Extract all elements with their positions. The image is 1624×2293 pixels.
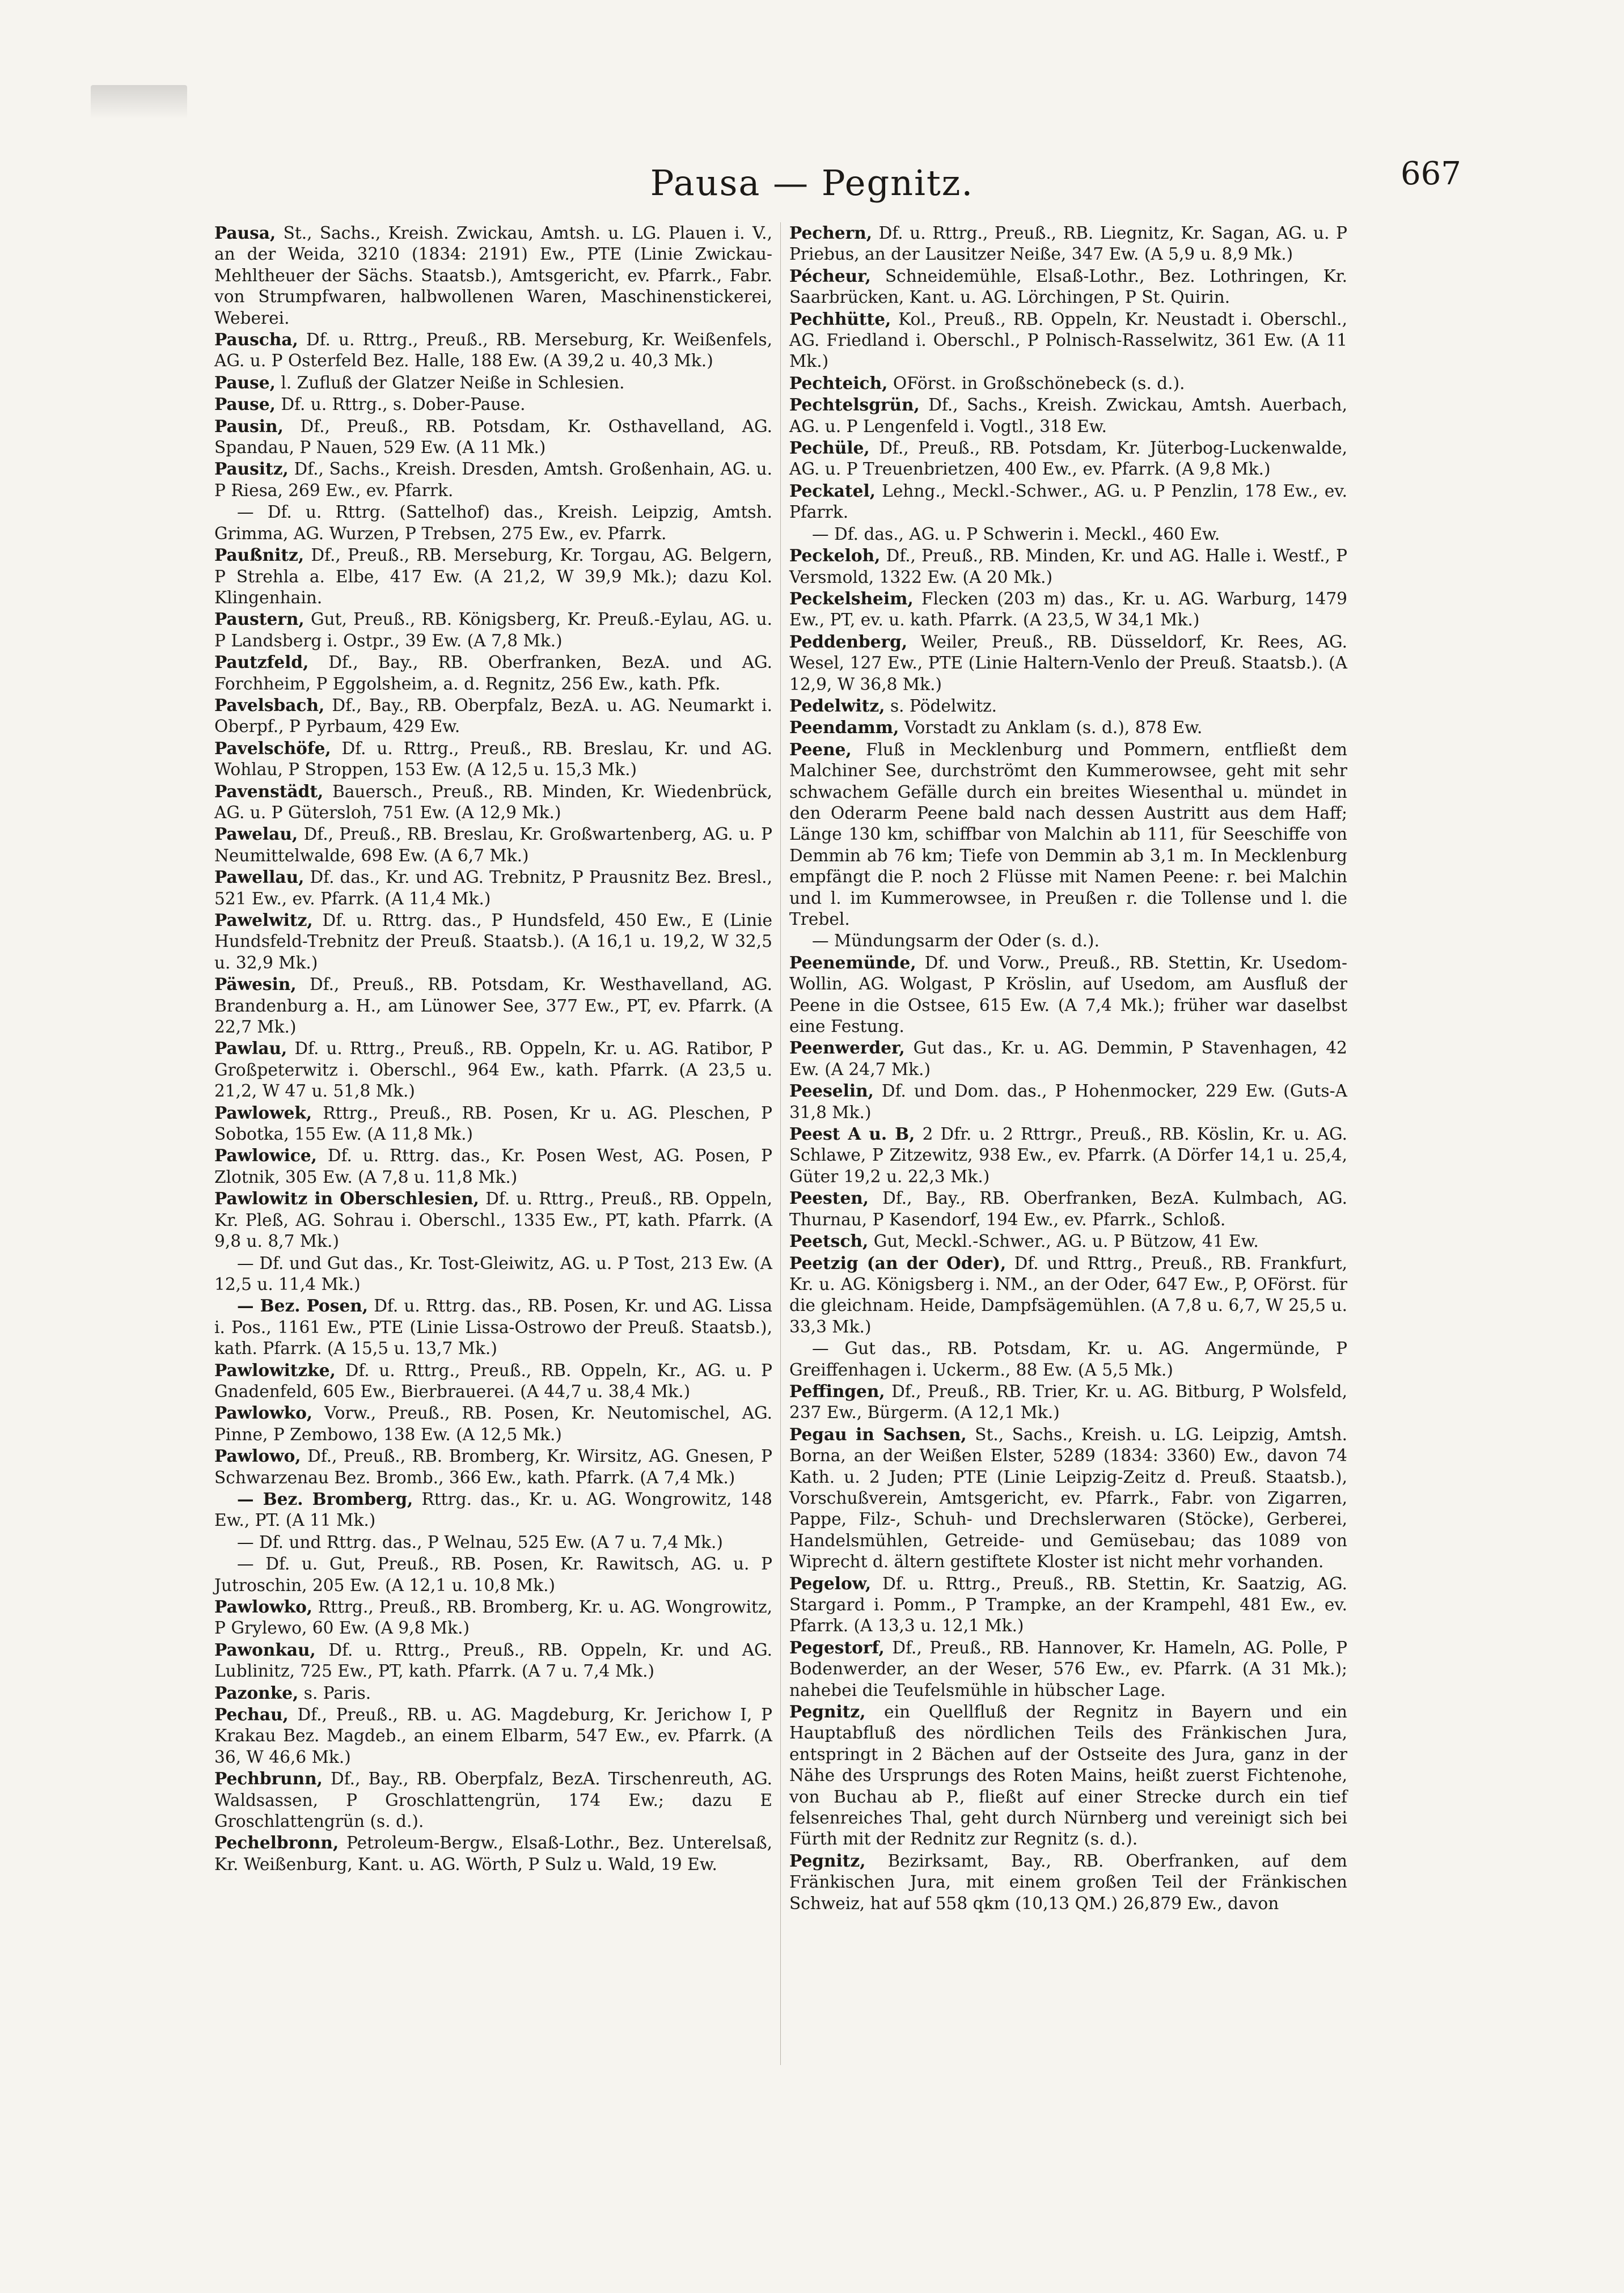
entry-text: Gut, Meckl.-Schwer., AG. u. P Bützow, 41 Ew. (868, 1232, 1259, 1251)
entry-headword: Pegau in Sachsen, (789, 1424, 967, 1444)
entry-text: Df. und Vorw., Preuß., RB. Stettin, Kr. Usedom-Wollin, AG. Wolgast, P Kröslin, auf Usedom, am Ausfluß der Peene in die Ostsee, 615 Ew. (A 7,4 Mk.); früher war daselbst eine Festung. (789, 953, 1347, 1036)
dictionary-entry (214, 866, 772, 909)
dictionary-entry (789, 1701, 1347, 1850)
entry-headword: Peenemünde, (789, 952, 916, 972)
entry-text: Weiler, Preuß., RB. Düsseldorf, Kr. Rees, AG. Wesel, 127 Ew., PTE (Linie Haltern-Venlo der Preuß. Staatsb.). (A 12,9, W 36,8 Mk.) (789, 632, 1347, 694)
entry-text: Df. u. Rttrg., Preuß., RB. Liegnitz, Kr. Sagan, AG. u. P Priebus, an der Lausitzer Neiße, 347 Ew. (A 5,9 u. 8,9 Mk.) (789, 223, 1347, 264)
dictionary-entry (214, 1639, 772, 1682)
entry-text: Rttrg. das., Kr. u. AG. Wongrowitz, 148 Ew., PT. (A 11 Mk.) (214, 1489, 772, 1530)
dictionary-entry (214, 974, 772, 1038)
dictionary-entry (789, 930, 1347, 951)
entry-headword: Pawlowice, (214, 1145, 317, 1166)
entry-text: — Df. u. Rttrg. (Sattelhof) das., Kreish. Leipzig, Amtsh. Grimma, AG. Wurzen, P Trebsen, 275 Ew., ev. Pfarrk. (214, 502, 772, 543)
entry-text: Df. und Rttrg., Preuß., RB. Frankfurt, Kr. u. AG. Königsberg i. NM., an der Oder, 647 Ew., P, OFörst. für die gleichnam. Heide, Dampfsägemühlen. (A 7,8 u. 6,7, W 25,5 u. 33,3 Mk.) (789, 1253, 1347, 1336)
entry-text: Df. u. Rttrg., Preuß., RB. Oppeln, Kr. und AG. Lublinitz, 725 Ew., PT, kath. Pfarrk. (A 7 u. 7,4 Mk.) (214, 1640, 772, 1681)
entry-headword: Pechern, (789, 223, 873, 243)
entry-headword: Pécheur, (789, 265, 871, 286)
dictionary-entry (214, 1832, 772, 1875)
dictionary-entry (214, 222, 772, 329)
dictionary-entry (214, 1038, 772, 1102)
dictionary-entry (789, 1850, 1347, 1914)
dictionary-entry (214, 458, 772, 501)
entry-text: ein Quellfluß der Regnitz in Bayern und ein Hauptabfluß des nördlichen Teils des Fränkischen Jura, entspringt in 2 Bächen auf der Ostseite des Jura, ganz in der Nähe des Ursprungs des Roten Mains, heißt zuerst Fichtenohe, von Buchau ab P., fließt auf einer Strecke durch ein tief felsenreiches Thal, geht durch Nürnberg und vereinigt sich bei Fürth mit der Rednitz zur Regnitz (s. d.). (789, 1702, 1347, 1849)
dictionary-entry (214, 1553, 772, 1596)
entry-text: Df., Bay., RB. Oberfranken, BezA. und AG. Forchheim, P Eggolsheim, a. d. Regnitz, 256 Ew., kath. Pfk. (214, 653, 772, 693)
entry-headword: Pegestorf, (789, 1637, 885, 1657)
dictionary-entry (789, 1123, 1347, 1187)
entry-headword: Pedelwitz, (789, 695, 885, 716)
entry-headword: Pegnitz, (789, 1850, 866, 1871)
dictionary-entry (214, 1188, 772, 1252)
entry-text: Df., Preuß., RB. Potsdam, Kr. Jüterbog-Luckenwalde, AG. u. P Treuenbrietzen, 400 Ew., ev. Pfarrk. (A 9,8 Mk.) (789, 438, 1347, 479)
entry-text: — Mündungsarm der Oder (s. d.). (812, 931, 1100, 951)
entry-text: Fluß in Mecklenburg und Pommern, entfließt dem Malchiner See, durchströmt den Kummerowsee, geht mit sehr schwachem Gefälle durch ein breites Wiesenthal u. mündet in den Oderarm Peene bald nach dessen Austritt aus dem Haff; Länge 130 km, schiffbar von Malchin ab 111, für Seeschiffe von Demmin ab 76 km; Tiefe von Demmin ab 3,1 m. In Mecklenburg empfängt die P. noch 2 Flüsse mit Namen Peene: r. bei Malchin und l. im Kummerowsee, in Preußen r. die Tollense und l. die Trebel. (789, 739, 1347, 929)
left-column (214, 222, 772, 1875)
dictionary-entry (214, 1488, 772, 1532)
entry-headword: Pawelau, (214, 824, 298, 844)
entry-headword: Päwesin, (214, 974, 297, 995)
entry-text: Df., Preuß., RB. Minden, Kr. und AG. Halle i. Westf., P Versmold, 1322 Ew. (A 20 Mk.) (789, 546, 1347, 587)
column-divider (780, 222, 781, 2065)
entry-headword: Pechelbronn, (214, 1833, 339, 1853)
entry-text: — Df. u. Gut, Preuß., RB. Posen, Kr. Rawitsch, AG. u. P Jutroschin, 205 Ew. (A 12,1 u. 10,8 Mk.) (214, 1554, 772, 1595)
entry-headword: Peckelsheim, (789, 588, 914, 608)
entry-headword: Pavenstädt, (214, 781, 324, 801)
entry-headword: Pawlowek, (214, 1102, 312, 1123)
dictionary-entry (789, 437, 1347, 480)
entry-text: St., Sachs., Kreish. u. LG. Leipzig, Amtsh. Borna, an der Weißen Elster, 5289 (1834: 3360) Ew., davon 74 Kath. u. 2 Juden; PTE (Linie Leipzig-Zeitz d. Preuß. Staatsb.), Vorschußverein, Amtsgericht, ev. Pfarrk., Fabr. von Zigarren, Pappe, Filz-, Schuh- und Drechslerwaren (Stöcke), Gerberei, Handelsmühlen, Getreide- und Gemüsebau; das 1089 von Wiprecht d. ältern gestiftete Kloster ist nicht mehr vorhanden. (789, 1424, 1347, 1572)
entry-text: Df. u. Rttrg., Preuß., RB. Oppeln, Kr. u. AG. Ratibor, P Großpeterwitz i. Oberschl., 964 Ew., kath. Pfarrk. (A 23,5 u. 21,2, W 47 u. 51,8 Mk.) (214, 1039, 772, 1101)
entry-headword: Paußnitz, (214, 545, 304, 565)
dictionary-entry (789, 308, 1347, 373)
entry-text: Df. u. Rttrg., Preuß., RB. Oppeln, Kr. Pleß, AG. Sohrau i. Oberschl., 1335 Ew., PT, kath. Pfarrk. (A 9,8 u. 8,7 Mk.) (214, 1189, 772, 1251)
entry-text: Petroleum-Bergw., Elsaß-Lothr., Bez. Unterelsaß, Kr. Weißenburg, Kant. u. AG. Wörth, P Sulz u. Wald, 19 Ew. (214, 1833, 772, 1874)
dictionary-entry (214, 738, 772, 781)
entry-headword: Pavelsbach, (214, 695, 325, 715)
entry-text: Lehng., Meckl.-Schwer., AG. u. P Penzlin, 178 Ew., ev. Pfarrk. (789, 481, 1347, 522)
entry-text: Df. und Dom. das., P Hohenmocker, 229 Ew. (Guts-A 31,8 Mk.) (789, 1081, 1347, 1122)
entry-text: Df., Preuß., RB. Merseburg, Kr. Torgau, AG. Belgern, P Strehla a. Elbe, 417 Ew. (A 21,2, W 39,9 Mk.); dazu Kol. Klingenhain. (214, 545, 772, 607)
entry-headword: Pechtelsgrün, (789, 395, 920, 415)
entry-headword: Pechüle, (789, 438, 870, 458)
entry-headword: Pechhütte, (789, 308, 891, 329)
entry-headword: Peesten, (789, 1188, 869, 1208)
entry-text: Df. u. Rttrg. das., RB. Posen, Kr. und AG. Lissa i. Pos., 1161 Ew., PTE (Linie Lissa-Ostrowo der Preuß. Staatsb.), kath. Pfarrk. (A 15,5 u. 13,7 Mk.) (214, 1296, 773, 1359)
entry-headword: Peckatel, (789, 480, 876, 501)
entry-text: OFörst. in Großschönebeck (s. d.). (887, 373, 1185, 393)
dictionary-entry (789, 222, 1347, 265)
dictionary-entry (214, 1102, 772, 1145)
dictionary-entry (789, 1381, 1347, 1424)
scan-smudge (91, 85, 187, 119)
dictionary-entry (214, 1768, 772, 1832)
dictionary-entry (789, 1253, 1347, 1338)
dictionary-entry (214, 372, 772, 394)
entry-headword: Pawelwitz, (214, 910, 313, 930)
dictionary-entry (789, 695, 1347, 717)
dictionary-entry (214, 695, 772, 738)
entry-headword: Paustern, (214, 609, 304, 629)
entry-headword: Pause, (214, 372, 276, 392)
entry-text: Df., Bay., RB. Oberpfalz, BezA. u. AG. Neumarkt i. Oberpf., P Pyrbaum, 429 Ew. (214, 695, 772, 737)
entry-text: — Df. und Gut das., Kr. Tost-Gleiwitz, AG. u. P Tost, 213 Ew. (A 12,5 u. 11,4 Mk.) (214, 1253, 772, 1294)
entry-headword: Pawlowitz in Oberschlesien, (214, 1188, 479, 1209)
entry-text: Schneidemühle, Elsaß-Lothr., Bez. Lothringen, Kr. Saarbrücken, Kant. u. AG. Lörchingen, P St. Quirin. (789, 266, 1347, 307)
dictionary-entry (214, 823, 772, 866)
entry-text: Bezirksamt, Bay., RB. Oberfranken, auf dem Fränkischen Jura, mit einem großen Teil der Fränkischen Schweiz, hat auf 558 qkm (10,13 QM.) 26,879 Ew., davon (789, 1851, 1347, 1913)
dictionary-entry (789, 1424, 1347, 1573)
dictionary-entry (789, 1637, 1347, 1701)
dictionary-entry (214, 651, 772, 695)
dictionary-entry (789, 1338, 1347, 1381)
entry-text: Df. u. Rttrg., s. Dober-Pause. (275, 395, 526, 414)
entry-headword: Peetzig (an der Oder), (789, 1253, 1006, 1273)
page-number: 667 (1401, 155, 1461, 192)
entry-text: — Gut das., RB. Potsdam, Kr. u. AG. Angermünde, P Greiffenhagen i. Uckerm., 88 Ew. (A 5,5 Mk.) (789, 1339, 1347, 1380)
entry-text: Df. u. Rttrg., Preuß., RB. Breslau, Kr. und AG. Wohlau, P Stroppen, 153 Ew. (A 12,5 u. 15,3 Mk.) (214, 738, 772, 780)
entry-headword: Pawlowko, (214, 1403, 313, 1423)
entry-text: Df., Preuß., RB. Breslau, Kr. Großwartenberg, AG. u. P Neumittelwalde, 698 Ew. (A 6,7 Mk.) (214, 824, 772, 865)
dictionary-entry (789, 739, 1347, 930)
entry-headword: Pautzfeld, (214, 652, 309, 672)
dictionary-entry (214, 1704, 772, 1768)
dictionary-entry (214, 1295, 772, 1359)
entry-text: Df., Preuß., RB. Potsdam, Kr. Westhavelland, AG. Brandenburg a. H., am Lünower See, 377 Ew., PT, ev. Pfarrk. (A 22,7 Mk.) (214, 975, 772, 1037)
entry-headword: Pawonkau, (214, 1639, 316, 1660)
entry-headword: Peckeloh, (789, 545, 881, 566)
entry-headword: Peffingen, (789, 1381, 885, 1401)
entry-text: Df., Preuß., RB. u. AG. Magdeburg, Kr. Jerichow I, P Krakau Bez. Magdeb., an einem Elbarm, 547 Ew., ev. Pfarrk. (A 36, W 46,6 Mk.) (214, 1705, 772, 1767)
dictionary-entry (789, 1037, 1347, 1080)
dictionary-entry (214, 394, 772, 415)
entry-text: Vorstadt zu Anklam (s. d.), 878 Ew. (899, 718, 1203, 738)
entry-headword: Pawlowo, (214, 1446, 301, 1466)
entry-text: Vorw., Preuß., RB. Posen, Kr. Neutomischel, AG. Pinne, P Zembowo, 138 Ew. (A 12,5 Mk.) (214, 1403, 772, 1444)
entry-text: Gut das., Kr. u. AG. Demmin, P Stavenhagen, 42 Ew. (A 24,7 Mk.) (789, 1038, 1347, 1079)
entry-headword: Peest A u. B, (789, 1124, 915, 1144)
entry-text: Gut, Preuß., RB. Königsberg, Kr. Preuß.-Eylau, AG. u. P Landsberg i. Ostpr., 39 Ew. (A 7,8 Mk.) (214, 610, 772, 650)
entry-text: Df. u. Rttrg. das., P Hundsfeld, 450 Ew., E (Linie Hundsfeld-Trebnitz der Preuß. Staatsb.). (A 16,1 u. 19,2, W 32,5 u. 32,9 Mk.) (214, 911, 772, 972)
entry-text: Df., Preuß., RB. Potsdam, Kr. Osthavelland, AG. Spandau, P Nauen, 529 Ew. (A 11 Mk.) (214, 416, 772, 458)
entry-headword: Pegelow, (789, 1573, 872, 1593)
dictionary-entry (214, 1445, 772, 1488)
entry-headword: Pawlau, (214, 1038, 287, 1059)
entry-headword: Pegnitz, (789, 1702, 866, 1722)
dictionary-entry (789, 717, 1347, 738)
entry-text: — Df. das., AG. u. P Schwerin i. Meckl., 460 Ew. (812, 524, 1220, 544)
entry-text: Df., Bay., RB. Oberfranken, BezA. Kulmbach, AG. Thurnau, P Kasendorf, 194 Ew., ev. Pfarrk., Schloß. (789, 1188, 1347, 1229)
entry-text: Df., Preuß., RB. Bromberg, Kr. Wirsitz, AG. Gnesen, P Schwarzenau Bez. Bromb., 366 Ew., kath. Pfarrk. (A 7,4 Mk.) (214, 1446, 772, 1487)
entry-text: Rttrg., Preuß., RB. Bromberg, Kr. u. AG. Wongrowitz, P Grylewo, 60 Ew. (A 9,8 Mk.) (214, 1597, 772, 1638)
dictionary-entry (789, 1080, 1347, 1123)
entry-text: Df., Sachs., Kreish. Zwickau, Amtsh. Auerbach, AG. u. P Lengenfeld i. Vogtl., 318 Ew. (789, 395, 1347, 436)
entry-headword: — Bez. Posen, (237, 1296, 369, 1316)
dictionary-entry (214, 501, 772, 544)
entry-text: Df., Bay., RB. Oberpfalz, BezA. Tirschenreuth, AG. Waldsassen, P Groschlattengrün, 174 Ew.; dazu E Groschlattengrün (s. d.). (214, 1769, 772, 1831)
dictionary-entry (789, 545, 1347, 588)
dictionary-entry (789, 1573, 1347, 1637)
dictionary-entry (789, 523, 1347, 545)
entry-text: St., Sachs., Kreish. Zwickau, Amtsh. u. LG. Plauen i. V., an der Weida, 3210 (1834: 2191) Ew., PTE (Linie Zwickau-Mehltheuer der Sächs. Staatsb.), Amtsgericht, ev. Pfarrk., Fabr. von Strumpfwaren, halbwollenen Waren, Maschinenstickerei, Weberei. (214, 223, 772, 328)
dictionary-entry (214, 1360, 772, 1403)
entry-headword: Peeselin, (789, 1081, 874, 1101)
entry-text: 2 Dfr. u. 2 Rttrgr., Preuß., RB. Köslin, Kr. u. AG. Schlawe, P Zitzewitz, 938 Ew., ev. Pfarrk. (A Dörfer 14,1 u. 25,4, Güter 19,2 u. 22,3 Mk.) (789, 1124, 1347, 1186)
dictionary-entry (214, 544, 772, 608)
dictionary-entry (214, 909, 772, 974)
dictionary-entry (789, 1230, 1347, 1252)
dictionary-entry (789, 1187, 1347, 1230)
dictionary-entry (214, 416, 772, 459)
entry-text: Df. u. Rttrg., Preuß., RB. Stettin, Kr. Saatzig, AG. Stargard i. Pomm., P Trampke, an der Krampehl, 481 Ew., ev. Pfarrk. (A 13,3 u. 12,1 Mk.) (789, 1573, 1347, 1636)
entry-text: Bauersch., Preuß., RB. Minden, Kr. Wiedenbrück, AG. u. P Gütersloh, 751 Ew. (A 12,9 Mk.) (214, 781, 772, 822)
dictionary-entry (789, 265, 1347, 308)
entry-text: Df., Preuß., RB. Trier, Kr. u. AG. Bitburg, P Wolsfeld, 237 Ew., Bürgerm. (A 12,1 Mk.) (789, 1381, 1347, 1423)
page-header-title: Pausa — Pegnitz. (650, 162, 974, 204)
dictionary-entry (789, 631, 1347, 695)
dictionary-entry (214, 1253, 772, 1296)
dictionary-entry (789, 588, 1347, 631)
dictionary-entry (214, 1402, 772, 1445)
entry-headword: Pechau, (214, 1704, 289, 1725)
dictionary-entry (214, 1682, 772, 1704)
dictionary-entry (214, 1596, 772, 1639)
entry-text: Flecken (203 m) das., Kr. u. AG. Warburg, 1479 Ew., PT, ev. u. kath. Pfarrk. (A 23,5, W 34,1 Mk.) (789, 589, 1347, 630)
dictionary-entry (789, 394, 1347, 437)
dictionary-entry (214, 1532, 772, 1553)
entry-headword: Pausitz, (214, 459, 289, 479)
entry-text: Rttrg., Preuß., RB. Posen, Kr u. AG. Pleschen, P Sobotka, 155 Ew. (A 11,8 Mk.) (214, 1103, 772, 1144)
entry-text: Df. das., Kr. und AG. Trebnitz, P Prausnitz Bez. Bresl., 521 Ew., ev. Pfarrk. (A 11,4 Mk.) (214, 868, 772, 908)
entry-headword: Pauscha, (214, 329, 298, 350)
entry-headword: Pavelschöfe, (214, 738, 331, 758)
entry-headword: Pause, (214, 394, 276, 414)
entry-headword: Pawellau, (214, 867, 304, 887)
entry-headword: Pechteich, (789, 373, 888, 393)
entry-headword: Pausin, (214, 416, 284, 436)
entry-text: s. Pödelwitz. (885, 696, 997, 716)
dictionary-entry (214, 781, 772, 824)
entry-text: Df. u. Rttrg., Preuß., RB. Oppeln, Kr., AG. u. P Gnadenfeld, 605 Ew., Bierbrauerei. (A 44,7 u. 38,4 Mk.) (214, 1360, 772, 1401)
entry-text: — Df. und Rttrg. das., P Welnau, 525 Ew. (A 7 u. 7,4 Mk.) (237, 1532, 723, 1552)
entry-headword: Pausa, (214, 223, 276, 243)
entry-headword: Pawlowko, (214, 1597, 313, 1617)
dictionary-entry (214, 608, 772, 651)
entry-text: s. Paris. (298, 1683, 371, 1703)
entry-text: Kol., Preuß., RB. Oppeln, Kr. Neustadt i. Oberschl., AG. Friedland i. Oberschl., P Polnisch-Rasselwitz, 361 Ew. (A 11 Mk.) (789, 309, 1347, 371)
entry-headword: Peddenberg, (789, 631, 908, 651)
dictionary-entry (789, 373, 1347, 394)
entry-headword: Peetsch, (789, 1231, 869, 1251)
dictionary-entry (789, 480, 1347, 523)
entry-text: Df., Preuß., RB. Hannover, Kr. Hameln, AG. Polle, P Bodenwerder, an der Weser, 576 Ew., ev. Pfarrk. (A 31 Mk.); nahebei die Teufelsmühle in hübscher Lage. (789, 1638, 1347, 1700)
entry-headword: Pechbrunn, (214, 1769, 323, 1789)
entry-text: Df. u. Rttrg. das., Kr. Posen West, AG. Posen, P Zlotnik, 305 Ew. (A 7,8 u. 11,8 Mk.) (214, 1146, 772, 1187)
dictionary-entry (789, 952, 1347, 1038)
entry-headword: Peenwerder, (789, 1038, 905, 1058)
entry-headword: Peene, (789, 739, 852, 759)
entry-text: Df. u. Rttrg., Preuß., RB. Merseburg, Kr. Weißenfels, AG. u. P Osterfeld Bez. Halle, 188 Ew. (A 39,2 u. 40,3 Mk.) (214, 330, 772, 371)
entry-text: Df., Sachs., Kreish. Dresden, Amtsh. Großenhain, AG. u. P Riesa, 269 Ew., ev. Pfarrk. (214, 459, 772, 500)
entry-text: l. Zufluß der Glatzer Neiße in Schlesien. (275, 373, 625, 392)
entry-headword: — Bez. Bromberg, (237, 1488, 413, 1509)
entry-headword: Pawlowitzke, (214, 1360, 336, 1380)
dictionary-entry (214, 329, 772, 372)
entry-headword: Pazonke, (214, 1682, 299, 1703)
entry-headword: Peendamm, (789, 717, 899, 738)
right-column (789, 222, 1347, 1914)
dictionary-entry (214, 1145, 772, 1188)
